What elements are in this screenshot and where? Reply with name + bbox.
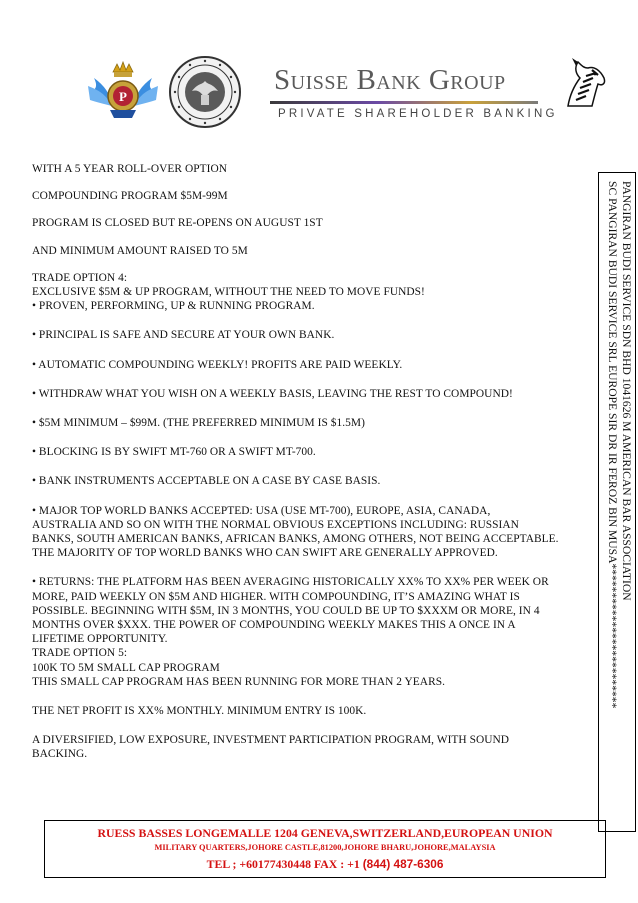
brand-divider bbox=[270, 101, 538, 104]
federal-reserve-seal-logo bbox=[168, 55, 242, 129]
bullet-item: • BANK INSTRUMENTS ACCEPTABLE ON A CASE BY CASE BASIS. bbox=[32, 475, 381, 488]
brand-name: Suisse Bank Group bbox=[274, 64, 506, 96]
letterhead bbox=[0, 0, 638, 150]
footer-address-box bbox=[44, 820, 606, 878]
zebra-logo bbox=[562, 56, 610, 108]
bullet-item: • PRINCIPAL IS SAFE AND SECURE AT YOUR OWN BANK. bbox=[32, 329, 335, 342]
text-line: A DIVERSIFIED, LOW EXPOSURE, INVESTMENT PARTICIPATION PROGRAM, WITH SOUND bbox=[32, 734, 510, 747]
side-line-2: SC PANGIRAN BUDI SERVICE SRL EUROPE SIR DR IR FEROZ BIN MUSA************************* bbox=[606, 181, 619, 709]
svg-text:P: P bbox=[119, 89, 127, 104]
footer-military-address: MILITARY QUARTERS,JOHORE CASTLE,81200,JOHORE BHARU,JOHORE,MALAYSIA bbox=[154, 843, 496, 852]
text-line: MORE, PAID WEEKLY ON $5M AND HIGHER. WITH COMPOUNDING, IT’S AMAZING WHAT IS bbox=[32, 590, 520, 603]
text-line: LIFETIME OPPORTUNITY. bbox=[32, 633, 168, 646]
bullet-item: • RETURNS: THE PLATFORM HAS BEEN AVERAGING HISTORICALLY XX% TO XX% PER WEEK OR bbox=[32, 576, 549, 589]
text-line: BANKS, SOUTH AMERICAN BANKS, AFRICAN BANKS, AMONG OTHERS, NOT BEING ACCEPTABLE. bbox=[32, 533, 559, 546]
text-line: THIS SMALL CAP PROGRAM HAS BEEN RUNNING FOR MORE THAN 2 YEARS. bbox=[32, 675, 445, 688]
footer-address: RUESS BASSES LONGEMALLE 1204 GENEVA,SWITZERLAND,EUROPEAN UNION bbox=[97, 826, 553, 840]
text-line: THE NET PROFIT IS XX% MONTHLY. MINIMUM ENTRY IS 100K. bbox=[32, 705, 367, 718]
text-line: WITH A 5 YEAR ROLL-OVER OPTION bbox=[32, 163, 228, 175]
bullet-item: • WITHDRAW WHAT YOU WISH ON A WEEKLY BASIS, LEAVING THE REST TO COMPOUND! bbox=[32, 387, 513, 400]
footer-fax-number: (844) 487-6306 bbox=[362, 857, 444, 871]
text-line: AUSTRALIA AND SO ON WITH THE NORMAL OBVIOUS EXCEPTIONS INCLUDING: RUSSIAN bbox=[32, 518, 519, 531]
section-heading: TRADE OPTION 4: bbox=[32, 271, 128, 284]
footer-contact bbox=[45, 857, 605, 872]
winged-crest-logo bbox=[88, 60, 158, 122]
text-line: BACKING. bbox=[32, 748, 88, 761]
bullet-item: • PROVEN, PERFORMING, UP & RUNNING PROGRAM. bbox=[32, 300, 315, 313]
side-box-text bbox=[599, 173, 635, 831]
bullet-item: • $5M MINIMUM – $99M. (THE PREFERRED MINIMUM IS $1.5M) bbox=[32, 417, 365, 430]
text-line: POSSIBLE. BEGINNING WITH $5M, IN 3 MONTHS, YOU COULD BE UP TO $XXXM OR MORE, IN 4 bbox=[32, 604, 540, 617]
text-line: EXCLUSIVE $5M & UP PROGRAM, WITHOUT THE NEED TO MOVE FUNDS! bbox=[32, 286, 425, 299]
footer-tel-fax: TEL ; +60177430448 FAX : +1 bbox=[206, 857, 360, 871]
brand-block bbox=[270, 64, 580, 124]
section-heading: TRADE OPTION 5: bbox=[32, 647, 128, 660]
bullet-item: • MAJOR TOP WORLD BANKS ACCEPTED: USA (USE MT-700), EUROPE, ASIA, CANADA, bbox=[32, 504, 491, 517]
text-line: THE MAJORITY OF TOP WORLD BANKS WHO CAN SWIFT ARE GENERALLY APPROVED. bbox=[32, 547, 498, 560]
vertical-side-box bbox=[598, 172, 636, 832]
side-line-1: PANGIRAN BUDI SERVICE SDN BHD 1041626 M AMERICAN BAR ASSOCIATION bbox=[620, 181, 633, 601]
text-line: PROGRAM IS CLOSED BUT RE-OPENS ON AUGUST 1ST bbox=[32, 217, 323, 230]
bullet-item: • AUTOMATIC COMPOUNDING WEEKLY! PROFITS ARE PAID WEEKLY. bbox=[32, 358, 403, 371]
text-line: AND MINIMUM AMOUNT RAISED TO 5M bbox=[32, 244, 248, 257]
brand-subtitle: PRIVATE SHAREHOLDER BANKING bbox=[278, 108, 558, 120]
text-line: MONTHS OVER $XXX. THE POWER OF COMPOUNDING WEEKLY MAKES THIS A ONCE IN A bbox=[32, 619, 516, 632]
text-line: COMPOUNDING PROGRAM $5M-99M bbox=[32, 190, 228, 203]
offer-text bbox=[32, 162, 592, 762]
text-line: 100K TO 5M SMALL CAP PROGRAM bbox=[32, 661, 220, 674]
bullet-item: • BLOCKING IS BY SWIFT MT-760 OR A SWIFT MT-700. bbox=[32, 446, 316, 459]
